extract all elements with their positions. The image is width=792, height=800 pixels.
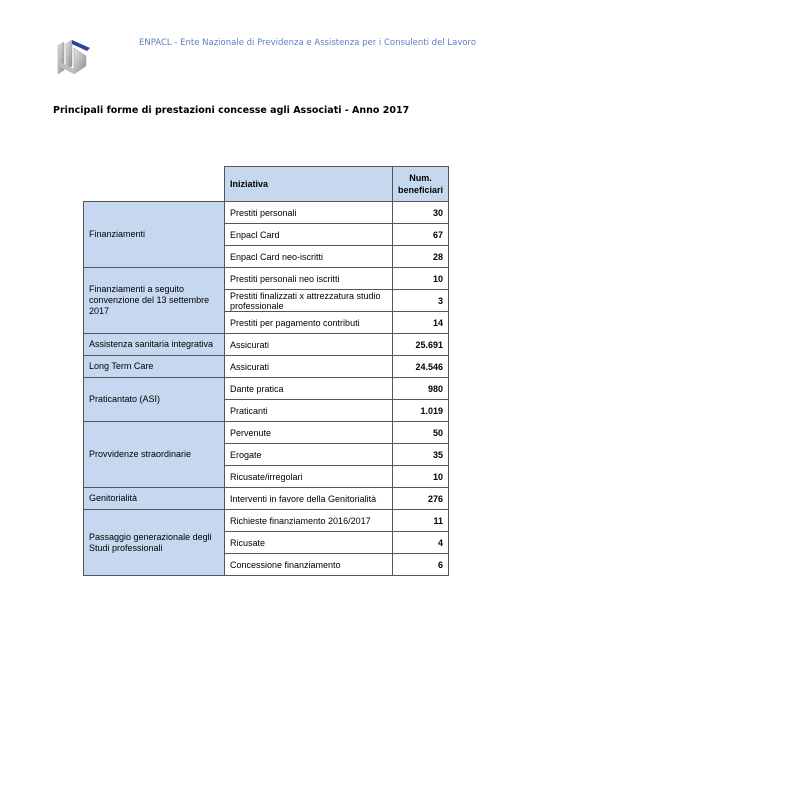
category-cell: Praticantato (ASI) [84, 378, 225, 422]
initiative-cell: Concessione finanziamento [225, 554, 393, 576]
table-row [84, 422, 449, 444]
beneficiaries-cell: 276 [393, 488, 449, 510]
initiative-cell: Ricusate/irregolari [225, 466, 393, 488]
table-row [84, 378, 449, 400]
initiative-cell: Prestiti per pagamento contributi [225, 312, 393, 334]
table-header-row [84, 167, 449, 202]
column-header-initiative: Iniziativa [225, 167, 393, 202]
table-row [84, 510, 449, 532]
table-row [84, 488, 449, 510]
table-body [84, 202, 449, 576]
beneficiaries-cell: 980 [393, 378, 449, 400]
initiative-cell: Enpacl Card neo-iscritti [225, 246, 393, 268]
category-cell: Finanziamenti [84, 202, 225, 268]
initiative-cell: Praticanti [225, 400, 393, 422]
column-header-beneficiaries: Num. beneficiari [393, 167, 449, 202]
beneficiaries-cell: 4 [393, 532, 449, 554]
initiative-cell: Assicurati [225, 356, 393, 378]
table-row [84, 334, 449, 356]
beneficiaries-cell: 1.019 [393, 400, 449, 422]
category-cell: Genitorialità [84, 488, 225, 510]
beneficiaries-cell: 67 [393, 224, 449, 246]
table-row [84, 202, 449, 224]
category-cell: Provvidenze straordinarie [84, 422, 225, 488]
document-title: Principali forme di prestazioni concesse agli Associati - Anno 2017 [53, 105, 410, 116]
initiative-cell: Prestiti personali neo iscritti [225, 268, 393, 290]
category-cell: Long Term Care [84, 356, 225, 378]
initiative-cell: Interventi in favore della Genitorialità [225, 488, 393, 510]
beneficiaries-cell: 14 [393, 312, 449, 334]
beneficiaries-cell: 11 [393, 510, 449, 532]
beneficiaries-cell: 24.546 [393, 356, 449, 378]
beneficiaries-cell: 10 [393, 268, 449, 290]
category-cell: Finanziamenti a seguito convenzione del 13 settembre 2017 [84, 268, 225, 334]
initiative-cell: Pervenute [225, 422, 393, 444]
beneficiaries-cell: 10 [393, 466, 449, 488]
organization-name: ENPACL - Ente Nazionale di Previdenza e Assistenza per i Consulenti del Lavoro [139, 38, 477, 48]
header-blank-cell [84, 167, 225, 202]
beneficiaries-cell: 50 [393, 422, 449, 444]
beneficiaries-cell: 35 [393, 444, 449, 466]
category-cell: Assistenza sanitaria integrativa [84, 334, 225, 356]
logo-icon [54, 36, 94, 78]
initiative-cell: Erogate [225, 444, 393, 466]
initiative-cell: Prestiti personali [225, 202, 393, 224]
table-row [84, 268, 449, 290]
initiative-cell: Assicurati [225, 334, 393, 356]
initiative-cell: Ricusate [225, 532, 393, 554]
beneficiaries-cell: 6 [393, 554, 449, 576]
beneficiaries-cell: 25.691 [393, 334, 449, 356]
category-cell: Passaggio generazionale degli Studi professionali [84, 510, 225, 576]
table-row [84, 356, 449, 378]
beneficiaries-cell: 28 [393, 246, 449, 268]
beneficiaries-cell: 30 [393, 202, 449, 224]
beneficiaries-cell: 3 [393, 290, 449, 312]
enpacl-logo [54, 36, 94, 78]
initiative-cell: Prestiti finalizzati x attrezzatura studio professionale [225, 290, 393, 312]
benefits-table [83, 166, 449, 576]
initiative-cell: Dante pratica [225, 378, 393, 400]
initiative-cell: Enpacl Card [225, 224, 393, 246]
initiative-cell: Richieste finanziamento 2016/2017 [225, 510, 393, 532]
